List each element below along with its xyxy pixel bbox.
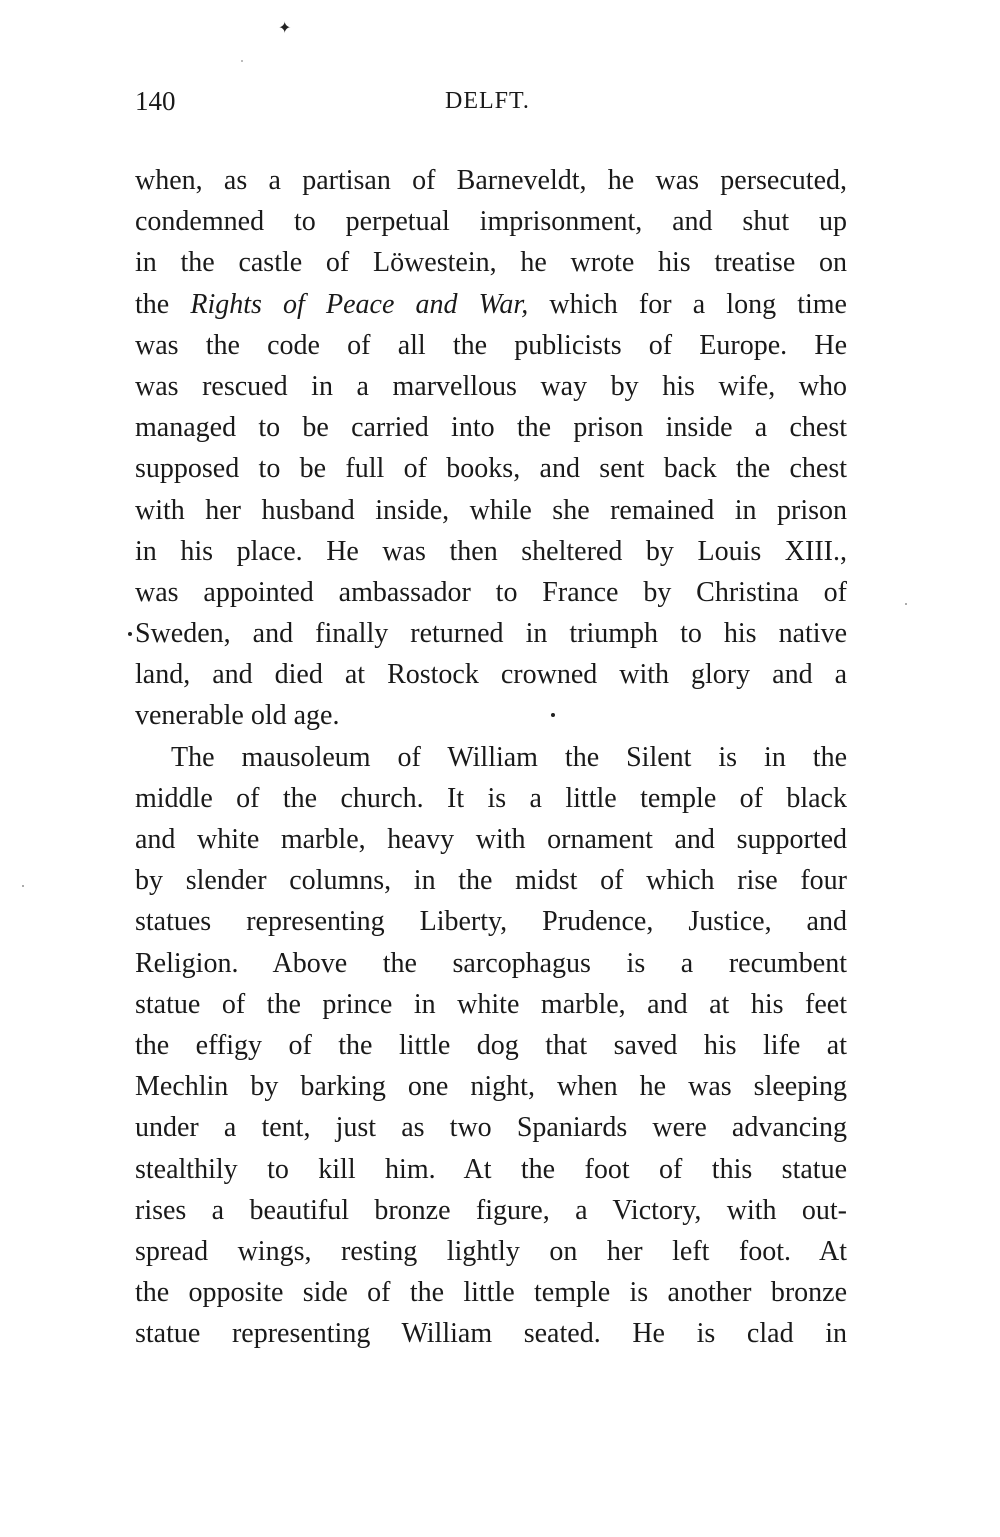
text-line: was rescued in a marvellous way by his wife, who bbox=[135, 370, 847, 402]
book-title: Rights of Peace and War, bbox=[190, 288, 529, 320]
text-line: in the castle of Löwestein, he wrote his treatise on bbox=[135, 247, 847, 279]
scan-speck bbox=[551, 713, 555, 717]
scan-speck bbox=[128, 632, 132, 636]
text-line: was appointed ambassador to France by Christina of bbox=[135, 576, 847, 608]
printer-ornament-icon: ✦ bbox=[278, 20, 292, 37]
text-line: middle of the church. It is a little temple of black bbox=[135, 782, 847, 814]
text-line: was the code of all the publicists of Europe. He bbox=[135, 329, 847, 361]
text-line: with her husband inside, while she remained in prison bbox=[135, 494, 847, 526]
text-line: rises a beautiful bronze figure, a Victory, with out- bbox=[135, 1194, 847, 1226]
page-header bbox=[135, 86, 847, 126]
text-line bbox=[135, 284, 847, 325]
paragraph bbox=[135, 737, 847, 1355]
text-line: supposed to be full of books, and sent back the chest bbox=[135, 453, 847, 485]
text-line: managed to be carried into the prison inside a chest bbox=[135, 412, 847, 444]
scan-speck bbox=[22, 885, 24, 887]
scan-speck bbox=[905, 603, 907, 605]
running-head: DELFT. bbox=[445, 88, 530, 114]
text-line: The mausoleum of William the Silent is in the bbox=[171, 741, 847, 773]
text-line: spread wings, resting lightly on her left foot. At bbox=[135, 1235, 847, 1267]
text-line: condemned to perpetual imprisonment, and shut up bbox=[135, 206, 847, 238]
text-line: the opposite side of the little temple is another bronze bbox=[135, 1277, 847, 1309]
text-line: Mechlin by barking one night, when he was sleeping bbox=[135, 1071, 847, 1103]
text-line: when, as a partisan of Barneveldt, he was persecuted, bbox=[135, 165, 847, 196]
text-line: in his place. He was then sheltered by Louis XIII., bbox=[135, 535, 847, 567]
text-run: the bbox=[135, 288, 191, 320]
page-number: 140 bbox=[135, 86, 176, 116]
body-text bbox=[135, 160, 847, 1354]
text-line: stealthily to kill him. At the foot of this statue bbox=[135, 1153, 847, 1185]
text-line: Sweden, and finally returned in triumph to his native bbox=[135, 618, 847, 650]
text-line: statues representing Liberty, Prudence, Justice, and bbox=[135, 906, 847, 938]
text-run: which for a long time bbox=[528, 288, 847, 320]
text-line: and white marble, heavy with ornament and supported bbox=[135, 824, 847, 855]
text-line: land, and died at Rostock crowned with glory and a bbox=[135, 659, 847, 691]
text-line: the effigy of the little dog that saved his life at bbox=[135, 1029, 847, 1061]
text-line: statue representing William seated. He is clad in bbox=[135, 1318, 847, 1350]
text-line: by slender columns, in the midst of which rise four bbox=[135, 865, 847, 897]
text-line: under a tent, just as two Spaniards were advancing bbox=[135, 1112, 847, 1144]
text-line: venerable old age. bbox=[135, 700, 340, 732]
text-line: statue of the prince in white marble, and at his feet bbox=[135, 988, 847, 1020]
text-line: Religion. Above the sarcophagus is a recumbent bbox=[135, 947, 847, 979]
scan-speck bbox=[241, 60, 243, 62]
paragraph bbox=[135, 160, 847, 737]
